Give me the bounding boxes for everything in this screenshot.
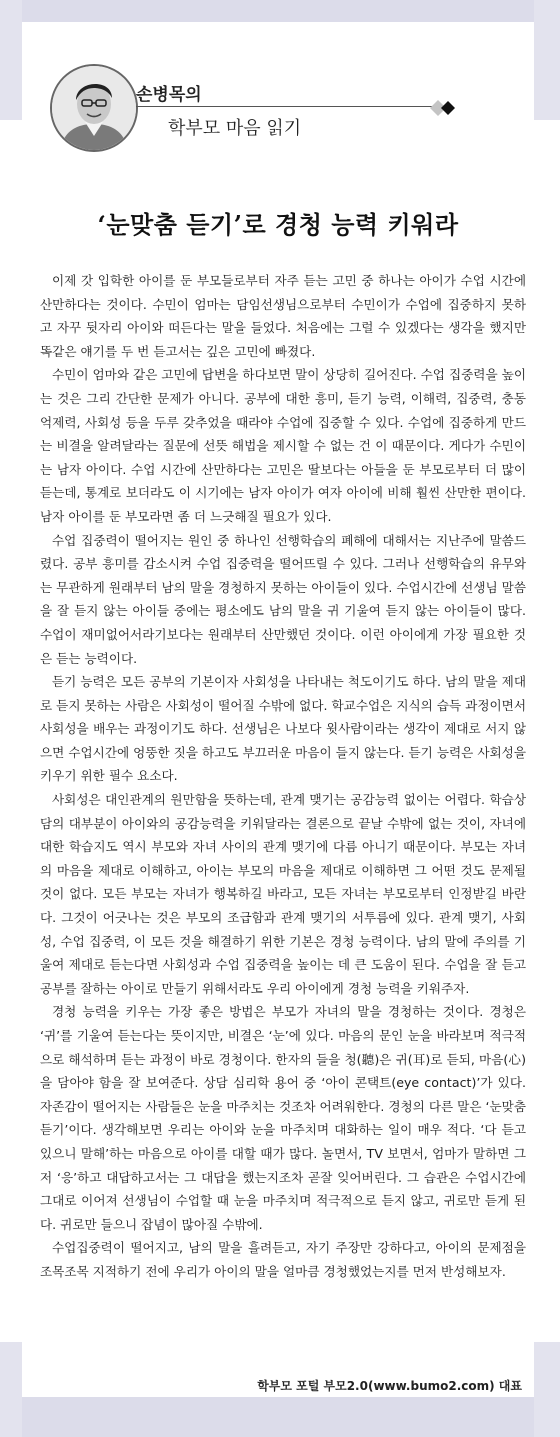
- author-signature: 학부모 포털 부모2.0(www.bumo2.com) 대표: [257, 1379, 522, 1393]
- author-portrait-icon: [52, 66, 136, 150]
- diamond-ornament-icon: [430, 98, 460, 118]
- author-avatar: [50, 64, 138, 152]
- article-body: [40, 269, 526, 1284]
- article-paragraph: 듣기 능력은 모든 공부의 기본이자 사회성을 나타내는 척도이기도 하다. 남의 말을 제대로 듣지 못하는 사람은 사회성이 떨어질 수밖에 없다. 학교수업은 지식의 습득 과정이면서 사회성을 배우는 과정이기도 하다. 선생님은 나보다 윗사람이라는 생각이 제대로 서지 않으면 수업시간에 엉뚱한 짓을 하고도 부끄러운 마음이 들지 않는다. 듣기 능력은 사회성을 키우기 위한 필수 요소다.: [40, 674, 526, 784]
- left-frame-top: [0, 0, 22, 120]
- top-frame-band: [0, 0, 560, 22]
- right-frame-top: [534, 0, 560, 120]
- bottom-frame-band: [0, 1397, 560, 1437]
- left-frame-bottom: [0, 1342, 22, 1437]
- column-title: 학부모 마음 읽기: [168, 118, 302, 139]
- article-headline: ‘눈맞춤 듣기’로 경청 능력 키워라: [97, 210, 459, 239]
- column-header: [50, 64, 440, 154]
- article-paragraph: 수민이 엄마와 같은 고민에 답변을 하다보면 말이 상당히 길어진다. 수업 집중력을 높이는 것은 그리 간단한 문제가 아니다. 공부에 대한 흥미, 듣기 능력, 이해력, 집중력, 충동 억제력, 사회성 등을 두루 갖추었을 때라야 수업에 집중할 수 있다. 수업에 집중하게 만드는 비결을 알려달라는 질문에 선뜻 해법을 제시할 수 없는 건 이 때문이다. 게다가 수민이는 남자 아이다. 수업 시간에 산만하다는 고민은 딸보다는 아들을 둔 부모로부터 더 많이 듣는데, 통계로 보더라도 이 시기에는 남자 아이가 여자 아이에 비해 훨씬 산만한 편이다. 남자 아이를 둔 부모라면 좀 더 느긋해질 필요가 있다.: [40, 367, 526, 524]
- article-paragraph: 사회성은 대인관계의 원만함을 뜻하는데, 관계 맺기는 공감능력 없이는 어렵다. 학습상담의 대부분이 아이와의 공감능력을 키워달라는 결론으로 끝날 수밖에 없는 것이, 자녀에 대한 학습지도 역시 부모와 자녀 사이의 관계 맺기에 다름 아니기 때문이다. 부모는 자녀의 마음을 제대로 이해하고, 아이는 부모의 마음을 제대로 이해하면 그 어떤 것도 문제될 것이 없다. 모든 부모는 자녀가 행복하길 바라고, 모든 자녀는 부모로부터 인정받길 바란다. 그것이 어긋나는 것은 부모의 조급함과 관계 맺기의 서투름에 있다. 관계 맺기, 사회성, 수업 집중력, 이 모든 것을 해결하기 위한 기본은 경청 능력이다. 남의 말에 주의를 기울여 제대로 듣는다면 사회성과 수업 집중력을 높이는 데 큰 도움이 된다. 수업을 잘 듣고 공부를 잘하는 아이로 만들기 위해서라도 우리 아이에게 경청 능력을 키워주자.: [40, 792, 526, 996]
- article-paragraph: 수업집중력이 떨어지고, 남의 말을 흘려듣고, 자기 주장만 강하다고, 아이의 문제점을 조목조목 지적하기 전에 우리가 아이의 말을 얼마큼 경청했었는지를 먼저 반성해보자.: [40, 1240, 526, 1279]
- article-paragraph: 경청 능력을 키우는 가장 좋은 방법은 부모가 자녀의 말을 경청하는 것이다. 경청은 ‘귀’를 기울여 듣는다는 뜻이지만, 비결은 ‘눈’에 있다. 마음의 문인 눈을 바라보며 적극적으로 해석하며 듣는 과정이 바로 경청이다. 한자의 들을 청(聽)은 귀(耳)로 듣되, 마음(心)을 담아야 함을 잘 보여준다. 상담 심리학 용어 중 ‘아이 콘택트(eye contact)’가 있다. 자존감이 떨어지는 사람들은 눈을 마주치는 것조차 어려워한다. 경청의 다른 말은 ‘눈맞춤 듣기’이다. 생각해보면 우리는 아이와 눈을 마주치며 대화하는 일이 매우 적다. ‘다 듣고 있으니 말해’하는 마음으로 아이를 대할 때가 많다. 놀면서, TV 보면서, 엄마가 말하면 그저 ‘응’하고 대답하고서는 그 대답을 했는지조차 곧잘 잊어버린다. 그 습관은 수업시간에 그대로 이어져 선생님이 수업할 때 눈을 마주치며 적극적으로 듣지 않고, 귀로만 듣게 된다. 귀로만 들으니 잡념이 많아질 수밖에.: [40, 1004, 526, 1232]
- article-page: [22, 22, 534, 1397]
- author-name: 손병목의: [136, 85, 202, 105]
- article-paragraph: 수업 집중력이 떨어지는 원인 중 하나인 선행학습의 폐해에 대해서는 지난주에 말씀드렸다. 공부 흥미를 감소시켜 수업 집중력을 떨어뜨릴 수 있다. 그러나 선행학습의 유무와는 무관하게 원래부터 남의 말을 경청하지 못하는 아이들이 있다. 수업시간에 선생님 말씀을 잘 듣지 않는 아이들 중에는 평소에도 남의 말을 귀 기울여 듣지 않는 아이들이 많다. 수업이 재미없어서라기보다는 원래부터 산만했던 것이다. 이런 아이에게 가장 필요한 것은 듣는 능력이다.: [40, 532, 526, 666]
- article-paragraph: 이제 갓 입학한 아이를 둔 부모들로부터 자주 듣는 고민 중 하나는 아이가 수업 시간에 산만하다는 것이다. 수민이 엄마는 담임선생님으로부터 수민이가 수업에 집중하지 못하고 자꾸 뒷자리 아이와 떠든다는 말을 들었다. 처음에는 그럴 수 있겠다는 생각을 했지만 똑같은 얘기를 두 번 듣고서는 깊은 고민에 빠졌다.: [40, 273, 526, 359]
- right-frame-bottom: [534, 1342, 560, 1437]
- header-rule: [136, 106, 436, 107]
